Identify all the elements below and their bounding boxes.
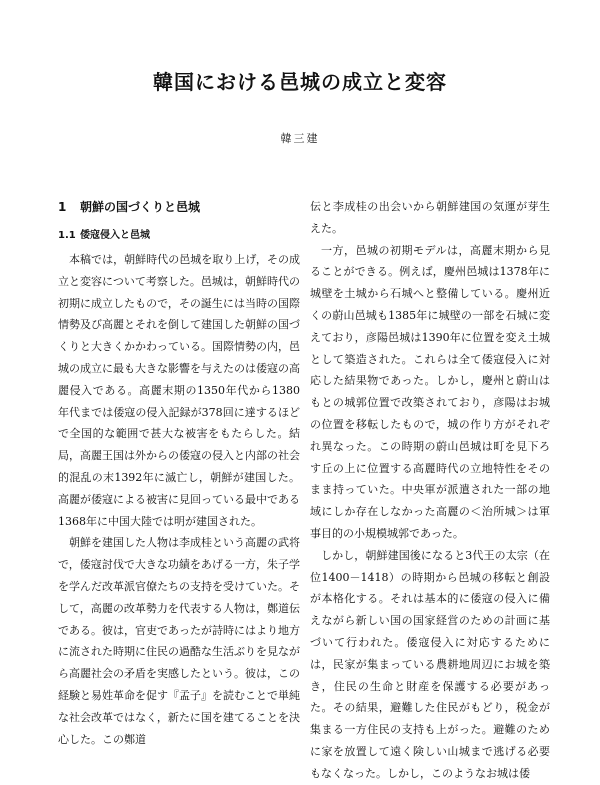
section-number: 1 xyxy=(58,200,67,214)
author-name: 韓三建 xyxy=(280,132,320,145)
paragraph-continued: 伝と李成桂の出会いから朝鮮建国の気運が芽生えた。 xyxy=(310,200,550,235)
paragraph: 一方，邑城の初期モデルは，高麗末期から見ることができる。例えば，慶州邑城は1378年に城壁を土城から石城へと整備している。慶州近くの蔚山邑城も1385年に城壁の一部を石城に変えており，彦陽邑城は1390年に位置を変え土城として築造された。これらは全て倭寇侵入に対応した結果物であった。しかし，慶州と蔚山はもとの城郭位置で改築されており，彦陽はお城の位置を移転したもので，城の作り方がそれぞれ異なった。この時期の蔚山邑城は町を見下ろす丘の上に位置する高麗時代の立地特性をそのまま持っていた。中央軍が派遣された一部の地域にしか存在しなかった高麗の＜治所城＞は軍事目的の小規模城郭であった。 xyxy=(310,243,550,540)
section-heading xyxy=(58,196,300,218)
left-column xyxy=(58,196,300,750)
subsection-heading xyxy=(58,226,300,246)
section-title: 朝鮮の国づくりと邑城 xyxy=(80,200,201,214)
paragraph: 朝鮮を建国した人物は李成桂という高麗の武将で，倭寇討伐で大きな功績をあげる一方，朱子学を学んだ改革派官僚たちの支持を受けていた。そして，高麗の改革勢力を代表する人物は，鄭道伝である。彼は，官吏であったが詩時にはより地方に流された時期に住民の過酷な生活ぶりを見ながら高麗社会の矛盾を実感したという。彼は，この経験と易姓革命を促す『孟子』を読むことで単純な社会改革ではなく，新たに国を建てることを決心した。この鄭道 xyxy=(58,536,300,746)
right-column xyxy=(310,196,550,785)
paper-title: 韓国における邑城の成立と変容 xyxy=(153,70,447,94)
paragraph: しかし，朝鮮建国後になると3代王の太宗（在位1400－1418）の時期から邑城の移転と創設が本格化する。それは基本的に倭寇の侵入に備えながら新しい国の国家経営のための計画に基づいて行われた。倭寇侵入に対応するためには，民家が集まっている農耕地周辺にお城を築き，住民の生命と財産を保護する必要があった。その結果，避難した住民がもどり，税金が集まる一方住民の支持も上がった。避難のために家を放置して遠く険しい山城まで逃げる必要もなくなった。しかし，このようなお城は倭 xyxy=(310,548,550,780)
subsection-number: 1.1 xyxy=(58,230,76,241)
subsection-title: 倭寇侵入と邑城 xyxy=(80,230,150,241)
paragraph: 本稿では，朝鮮時代の邑城を取り上げ，その成立と変容について考察した。邑城は，朝鮮時代の初期に成立したもので，その誕生には当時の国際情勢及び高麗とそれを倒して建国した朝鮮の国づくりと大きくかかわっている。国際情勢の内，邑城の成立に最も大きな影響を与えたのは倭寇の高麗侵入である。高麗末期の1350年代から1380年代までは倭寇の侵入記録が378回に達するほどで全国的な範囲で甚大な被害をもたらした。結局，高麗王国は外からの倭寇の侵入と内部の社会的混乱の末1392年に滅亡し，朝鮮が建国した。高麗が倭寇による被害に見回っている最中である1368年に中国大陸では明が建国された。 xyxy=(58,253,300,528)
